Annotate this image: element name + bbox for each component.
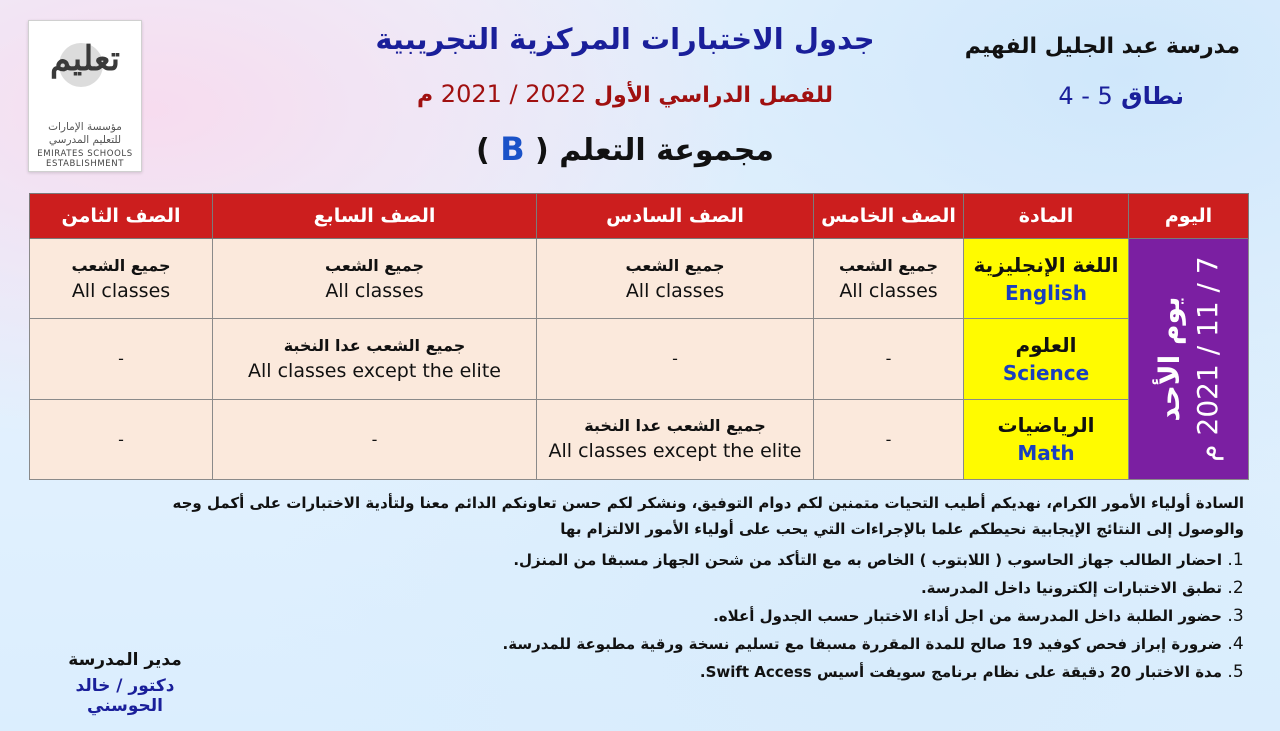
cell-english-grade-5 (814, 239, 964, 319)
schedule-table (29, 193, 1249, 480)
cell-science-grade-8 (30, 319, 213, 399)
learning-group (330, 130, 920, 168)
cell-dash: - (118, 349, 124, 369)
range-value: 4 - 5 (1058, 82, 1113, 110)
table-header-row (30, 194, 1249, 239)
cell-text-ar: جميع الشعب عدا النخبة (584, 416, 766, 436)
principal-name: دكتور / خالد الحوسني (75, 676, 175, 716)
list-item: 2. تطبق الاختبارات إلكترونيا داخل المدرسة. (64, 574, 1222, 602)
logo-org-english-line1: EMIRATES SCHOOLS (37, 149, 133, 159)
logo-org-english (33, 149, 137, 169)
semester-suffix: م (417, 83, 434, 108)
header-grade-8: الصف الثامن (30, 194, 213, 239)
cell-text-en: All classes except the elite (248, 359, 501, 382)
subject-english (964, 239, 1129, 319)
day-name: يوم الأحد (1152, 296, 1186, 422)
cell-science-grade-7 (213, 319, 537, 399)
header-grade-6: الصف السادس (537, 194, 814, 239)
notes-list (64, 546, 1244, 686)
list-item: 1. احضار الطالب جهاز الحاسوب ( اللابتوب ) الخاص به مع التأكد من شحن الجهاز مسبقا من المنزل. (64, 546, 1222, 574)
cell-math-grade-5 (814, 399, 964, 479)
cell-text-en: All classes (71, 279, 171, 302)
semester-year: 2021 / 2022 (440, 80, 587, 108)
table-row (30, 239, 1249, 319)
cell-dash: - (118, 429, 124, 449)
group-label: مجموعة التعلم ( (535, 133, 774, 168)
principal-title: مدير المدرسة (68, 650, 182, 670)
header-grade-7: الصف السابع (213, 194, 537, 239)
cell-dash: - (672, 349, 678, 369)
group-letter: B (500, 130, 525, 168)
header-subject: المادة (964, 194, 1129, 239)
list-item: 3. حضور الطلبة داخل المدرسة من اجل أداء الاختبار حسب الجدول أعلاه. (64, 602, 1222, 630)
cell-text-en: All classes (625, 279, 725, 302)
parent-notes (64, 490, 1244, 686)
cell-english-grade-7 (213, 239, 537, 319)
notes-intro-line2: والوصول إلى النتائج الإيجابية نحيطكم علما بالإجراءات التي يحب على أولياء الأمور الالتزام بها (560, 520, 1244, 538)
logo-brand-word: تعليم (49, 39, 120, 79)
cell-math-grade-6 (537, 399, 814, 479)
group-close: ) (476, 133, 490, 168)
cell-dash: - (885, 349, 892, 369)
cell-text-en: All classes (839, 279, 938, 302)
cell-text-ar: جميع الشعب (324, 255, 425, 275)
cell-science-grade-6 (537, 319, 814, 399)
day-label (1151, 256, 1227, 461)
principal-signature (45, 650, 205, 716)
subject-name-en: Science (1002, 360, 1090, 385)
list-item: 5. مدة الاختبار 20 دقيقة على نظام برنامج سويفت أسيس Swift Access. (64, 658, 1222, 686)
range-label: نطاق (1121, 82, 1184, 110)
table-row (30, 399, 1249, 479)
logo-org-arabic: مؤسسة الإمارات للتعليم المدرسي (48, 121, 122, 146)
subject-name-en: Math (1017, 441, 1075, 466)
cell-text-ar: جميع الشعب (838, 255, 939, 275)
day-date: 2021 / 11 / 7 (1190, 256, 1224, 436)
range-line (1058, 82, 1184, 110)
cell-text-en: All classes (325, 279, 424, 302)
day-date-suffix: م (1190, 444, 1224, 462)
cell-science-grade-5 (814, 319, 964, 399)
cell-text-ar: جميع الشعب (625, 255, 725, 275)
day-cell (1129, 239, 1249, 480)
cell-text-ar: جميع الشعب (71, 255, 171, 275)
subject-math (964, 399, 1129, 479)
semester-label: للفصل الدراسي الأول (593, 83, 833, 108)
logo-org-english-line2: ESTABLISHMENT (45, 159, 125, 169)
cell-text-en: All classes except the elite (548, 440, 802, 463)
subject-name-en: English (1004, 280, 1088, 305)
page-title: جدول الاختبارات المركزية التجريبية (375, 22, 875, 56)
subject-name-ar: العلوم (1015, 332, 1077, 357)
cell-english-grade-8 (30, 239, 213, 319)
list-item: 4. ضرورة إبراز فحص كوفيد 19 صالح للمدة المقررة مسبقا مع تسليم نسخة ورقية مطبوعة للمدرسة. (64, 630, 1222, 658)
table-row (30, 319, 1249, 399)
subject-science (964, 319, 1129, 399)
subject-name-ar: اللغة الإنجليزية (973, 252, 1119, 277)
cell-math-grade-7 (213, 399, 537, 479)
semester-line (330, 80, 920, 108)
cell-dash: - (371, 429, 378, 449)
cell-english-grade-6 (537, 239, 814, 319)
school-name: مدرسة عبد الجليل الفهيم (964, 34, 1240, 59)
header-day: اليوم (1129, 194, 1249, 239)
day-date-line (1189, 256, 1227, 461)
header-grade-5: الصف الخامس (814, 194, 964, 239)
logo (28, 20, 142, 172)
cell-text-ar: جميع الشعب عدا النخبة (283, 335, 466, 355)
subject-name-ar: الرياضيات (997, 413, 1095, 438)
cell-math-grade-8 (30, 399, 213, 479)
cell-dash: - (885, 429, 892, 449)
notes-intro-line1: السادة أولياء الأمور الكرام، نهديكم أطيب التحيات متمنين لكم دوام التوفيق، ونشكر لكم حسن تعاونكم الدائم معنا ولتأدية الاختبارات على أكمل وجه (172, 494, 1244, 512)
